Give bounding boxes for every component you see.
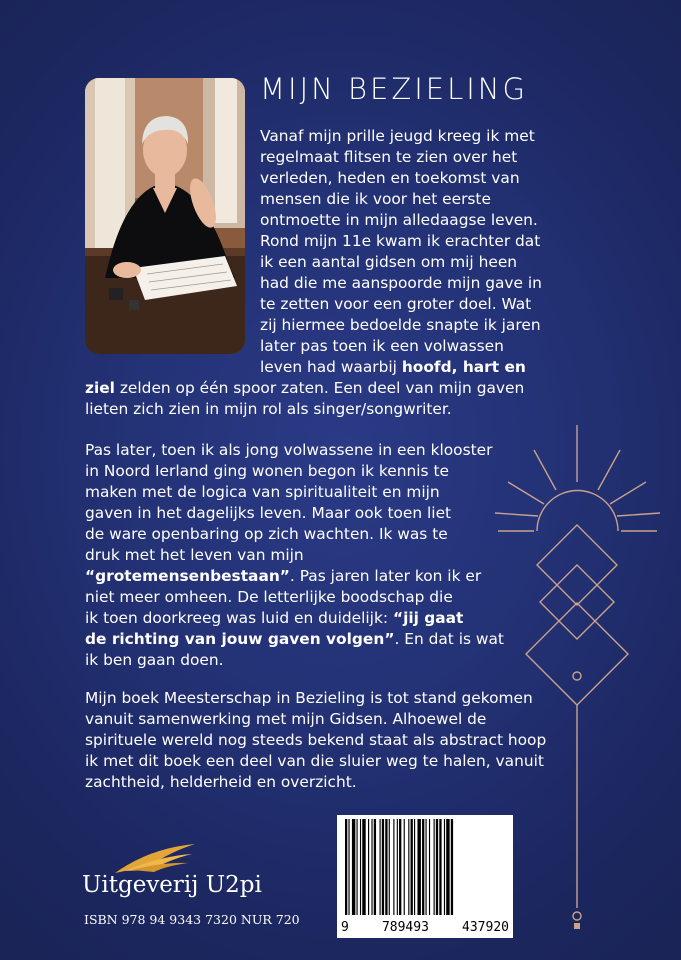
- barcode-bar: [426, 819, 427, 915]
- barcode-bars: [337, 815, 513, 920]
- barcode-bar: [389, 819, 390, 915]
- text-run: ik toen doorkreeg was luid en duidelijk:: [85, 609, 393, 627]
- barcode-bar: [368, 819, 369, 915]
- text-line: de ware openbaring op zich wachten. Ik was te: [85, 525, 448, 543]
- barcode-bar: [357, 819, 358, 915]
- text-line: mensen die ik voor het eerste: [260, 190, 491, 208]
- barcode-bar: [397, 819, 398, 915]
- text-line: niet meer omheen. De letterlijke boodschap die: [85, 588, 453, 606]
- barcode-bar: [345, 819, 347, 915]
- barcode-bar: [408, 819, 409, 915]
- page-title: MIJN BEZIELING: [260, 72, 528, 106]
- text-line: ik een aantal gidsen om mij heen: [260, 253, 518, 271]
- text-run: zelden op één spoor zaten. Een deel van mijn gaven: [114, 379, 525, 397]
- bold-text: “grotemensenbestaan”: [85, 567, 290, 585]
- text-line: druk met het leven van mijn: [85, 546, 304, 564]
- isbn-barcode: [337, 815, 513, 938]
- text-line: had die me aanspoorde mijn gave in: [260, 274, 542, 292]
- paragraph-book: [85, 688, 546, 793]
- text-line: Rond mijn 11e kwam ik erachter dat: [260, 232, 541, 250]
- text-line: zij hiermee bedoelde snapte ik jaren: [260, 316, 541, 334]
- text-run: . En dat is wat: [394, 630, 504, 648]
- text-line: [85, 608, 504, 629]
- text-line: vanuit samenwerking met mijn Gidsen. Alhoewel de: [85, 710, 487, 728]
- text-line: regelmaat flitsen te zien over het: [260, 148, 518, 166]
- barcode-bar: [417, 819, 420, 915]
- barcode-bar: [371, 819, 372, 915]
- paragraph-monastery: [85, 440, 504, 671]
- barcode-digit-group: 9: [341, 920, 349, 935]
- barcode-bar: [382, 819, 384, 915]
- text-run: leven had waarbij: [260, 358, 402, 376]
- barcode-bar: [451, 819, 453, 915]
- text-line: ontmoette in mijn alledaagse leven.: [260, 211, 538, 229]
- text-line: later pas toen ik een volwassen: [260, 337, 504, 355]
- bold-text: ziel: [85, 379, 115, 397]
- text-line: te zetten voor een groter doel. Wat: [260, 295, 532, 313]
- text-line: Pas later, toen ik als jong volwassene in een klooster: [85, 441, 493, 459]
- barcode-bar: [360, 819, 361, 915]
- barcode-number: [341, 920, 509, 935]
- text-line: [85, 378, 524, 399]
- text-line: Mijn boek Meesterschap in Bezieling is tot stand gekomen: [85, 689, 533, 707]
- barcode-bar: [352, 819, 355, 915]
- barcode-bar: [362, 819, 365, 915]
- text-line: gaven in het dagelijks leven. Maar ook toen liet: [85, 504, 452, 522]
- isbn-line: ISBN 978 94 9343 7320 NUR 720: [84, 912, 300, 927]
- text-line: zachtheid, helderheid en overzicht.: [85, 773, 357, 791]
- barcode-bar: [404, 819, 405, 915]
- barcode-bar: [429, 819, 430, 915]
- bold-text: de richting van jouw gaven volgen”: [85, 630, 395, 648]
- barcode-bar: [399, 819, 401, 915]
- text-line: lieten zich zien in mijn rol als singer/songwriter.: [85, 400, 452, 418]
- text-run: . Pas jaren later kon ik er: [289, 567, 482, 585]
- bold-text: “jij gaat: [392, 609, 464, 627]
- barcode-digit-group: 437920: [462, 920, 509, 935]
- barcode-bar: [348, 819, 349, 915]
- barcode-bar: [411, 819, 413, 915]
- sun-diamond-ornament: [490, 420, 665, 940]
- barcode-bar: [380, 819, 381, 915]
- barcode-bar: [434, 819, 435, 915]
- bold-text: hoofd, hart en: [401, 358, 526, 376]
- barcode-bar: [374, 819, 376, 915]
- text-line: [85, 629, 504, 650]
- text-line: verleden, heden en toekomst van: [260, 169, 520, 187]
- barcode-bar: [422, 819, 424, 915]
- text-line: ik ben gaan doen.: [85, 651, 224, 669]
- text-line: in Noord Ierland ging wonen begon ik kennis te: [85, 462, 449, 480]
- text-line: [85, 566, 504, 587]
- barcode-digit-group: 789493: [381, 920, 429, 935]
- barcode-bar: [444, 819, 445, 915]
- barcode-bar: [414, 819, 415, 915]
- author-photo: [85, 78, 245, 354]
- paragraph-intro-end: [85, 378, 524, 420]
- publisher-name: Uitgeverij U2pi: [82, 872, 262, 898]
- text-line: Vanaf mijn prille jeugd kreeg ik met: [260, 127, 535, 145]
- barcode-bar: [436, 819, 438, 915]
- text-line: ik met dit boek een deel van die sluier weg te halen, vanuit: [85, 752, 544, 770]
- barcode-bar: [385, 819, 387, 915]
- text-line: maken met de logica van spiritualiteit en mijn: [85, 483, 440, 501]
- paragraph-intro: [260, 126, 542, 378]
- barcode-bar: [393, 819, 394, 915]
- text-line: spirituele wereld nog steeds bekend staat als abstract hoop: [85, 731, 547, 749]
- barcode-bar: [446, 819, 449, 915]
- text-line: [260, 357, 542, 378]
- barcode-bar: [439, 819, 441, 915]
